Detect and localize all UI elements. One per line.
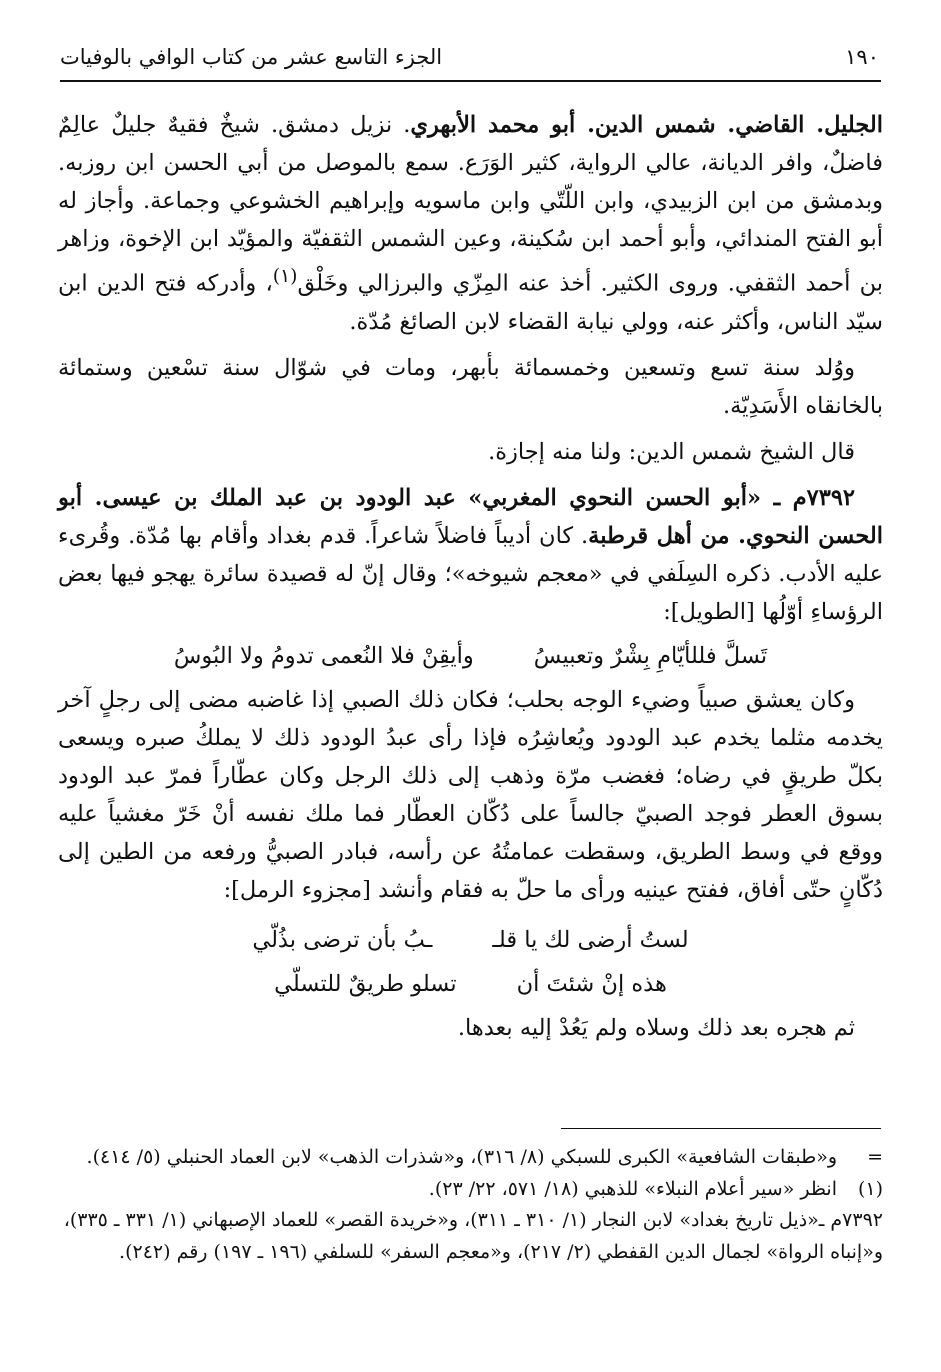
footnote-marker: = [867, 1146, 883, 1168]
verse-line [58, 921, 883, 959]
footnote-rule [561, 1128, 881, 1129]
entry-heading-bold: ٧٣٩٢م ـ «أبو الحسن النحوي المغربي» عبد الودود بن عبد الملك بن عيسى. أبو الحسن النحوي. من أهل قرطبة [58, 484, 883, 549]
running-title: الجزء التاسع عشر من كتاب الوافي بالوفيات [60, 45, 443, 69]
verse-hemistich-first: هذه إنْ شئتَ أن [516, 970, 667, 997]
verse-hemistich-first: لستُ أرضى لك يا قلـ [492, 926, 689, 953]
page-number: ١٩٠ [845, 45, 879, 69]
verse-hemistich-second: تسلو طريقٌ للتسلّي [274, 970, 457, 997]
footnote-text: انظر «سير أعلام النبلاء» للذهبي (١٨/ ٥٧١، ٢٢/ ٢٣). [428, 1177, 837, 1200]
header-rule [60, 80, 881, 82]
main-text [58, 106, 883, 1047]
paragraph-text: . نزيل دمشق. شيخٌ فقيهٌ جليلٌ عالِمٌ فاضلٌ، وافر الديانة، عالي الرواية، كثير الوَرَع. سمع بالموصل من أبي الحسن ابن روزبه. وبدمشق من ابن الزبيدي، وابن اللّتّي وابن ماسويه وإبراهيم الخشوعي وجماعة. وأجاز له أبو الفتح المندائي، وأبو أحمد ابن سُكينة، وعين الشمس الثقفيّة والمؤيّد ابن الإخوة، وزاهر بن أحمد الثقفي. وروى الكثير. أخذ عنه المِزّي والبرزالي وخَلْق [58, 112, 883, 297]
page-header [60, 40, 879, 74]
paragraph-quote: قال الشيخ شمس الدين: ولنا منه إجازة. [488, 438, 855, 465]
verse-line [58, 965, 883, 1003]
footnote-1 [58, 1174, 883, 1206]
entry-7392 [58, 479, 883, 631]
verse-hemistich-second: ـبُ بأن ترضى بذُلّي [252, 926, 433, 953]
paragraph-story: وكان يعشق صبياً وضيء الوجه بحلب؛ فكان ذلك الصبي إذا غاضبه مضى إلى رجلٍ آخر يخدمه مثلما يخدم عبد الودود ويُعاشِرُه فإذا رأى عبدُ الودود ذلك لا يملكُ صبره ويسعى بكلّ طريقٍ في رضاه؛ فغضب مرّة وذهب إلى ذلك الرجل وكان عطّاراً فمرّ عبد الودود بسوق العطر فوجد الصبيّ جالساً على دُكّان العطّار فما ملك نفسه أنْ خَرّ مغشياً عليه ووقع في وسط الطريق، وسقطت عمامتُهُ عن رأسه، فبادر الصبيُّ ورفعه من الطين إلى دُكّانٍ حتّى أفاق، ففتح عينيه ورأى ما حلّ به فقام وأنشد [مجزوء الرمل]: [58, 686, 883, 903]
paragraph-birth-death: ووُلد سنة تسع وتسعين وخمسمائة بأبهر، ومات في شوّال سنة تسْعين وستمائة بالخانقاه الأَسَدِيّة. [58, 354, 883, 419]
paragraph-text: . كان أديباً فاضلاً شاعراً. قدم بغداد وأقام بها مُدّة. وقُرىء عليه الأدب. ذكره السِلَفي في «معجم شيوخه»؛ وقال إنّ له قصيدة سائرة يهجو فيها بعض الرؤساءِ أوّلُها [الطويل]: [58, 522, 883, 625]
footnotes [58, 1142, 883, 1268]
entry-name-bold: الجليل. القاضي. شمس الدين. أبو محمد الأبهري [410, 112, 883, 138]
paragraph-ending: ثم هجره بعد ذلك وسلاه ولم يَعُدْ إليه بعدها. [457, 1014, 855, 1041]
verse-line [58, 637, 883, 675]
footnote-ref: (١) [272, 266, 298, 287]
verse-hemistich-first: تَسلَّ فللأيّامِ بِشْرٌ وتعبيسُ [533, 642, 768, 669]
footnote-marker: ٧٣٩٢م ـ [818, 1209, 883, 1231]
footnote-marker: (١) [857, 1177, 883, 1200]
paragraph-biography [58, 106, 883, 341]
paragraph-text: ، وأدركه فتح الدين ابن سيّد الناس، وأكثر عنه، وولي نيابة القضاء لابن الصائغ مُدّة. [58, 270, 883, 335]
footnote-text: و«طبقات الشافعية» الكبرى للسبكي (٨/ ٣١٦)، و«شذرات الذهب» لابن العماد الحنبلي (٥/ ٤١٤). [86, 1146, 837, 1168]
footnote-continued [58, 1142, 883, 1174]
footnote-text: «ذيل تاريخ بغداد» لابن النجار (١/ ٣١٠ ـ ٣١١)، و«خريدة القصر» للعماد الإصبهاني (١/ ٣٣١ ـ ٣٣٥)، و«إنباه الرواة» لجمال الدين القفطي (٢/ ٢١٧)، و«معجم السفر» للسلفي (١٩٦ ـ ١٩٧) رقم (٢٤٢). [63, 1209, 883, 1263]
verse-hemistich-second: وأيقِنْ فلا النُعمى تدومُ ولا البُوسُ [173, 642, 474, 669]
footnote-7392 [58, 1205, 883, 1268]
